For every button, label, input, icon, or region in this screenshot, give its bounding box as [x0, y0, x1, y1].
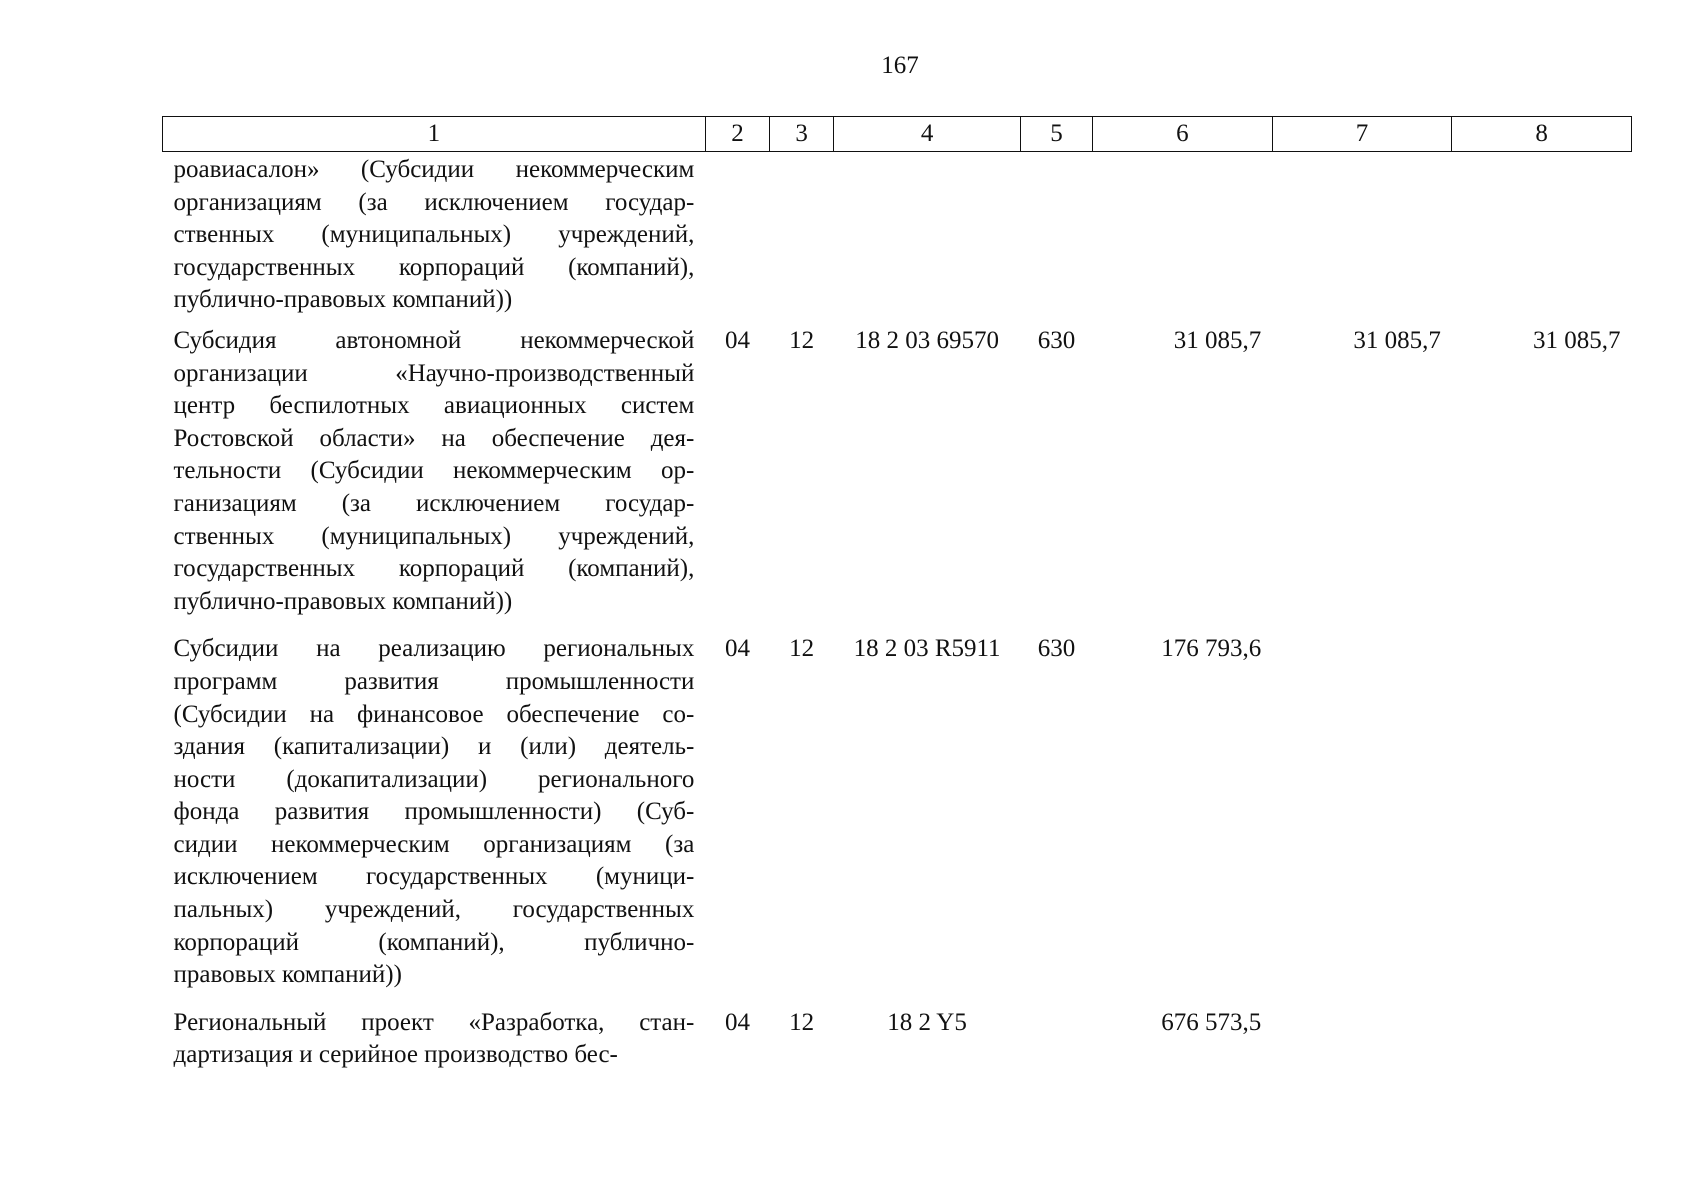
- section-code-cell: [705, 152, 769, 317]
- section-code-cell: 04: [724, 326, 750, 354]
- table-row: [163, 317, 1632, 625]
- amount-col8-cell: [1452, 625, 1632, 999]
- target-article-cell: 18 2 03 R5911: [853, 635, 1001, 663]
- row-name-line: ственных (муниципальных) учреждений,: [173, 221, 695, 249]
- section-code-cell: 04: [724, 1008, 750, 1036]
- row-name-line: центр беспилотных авиационных систем: [173, 392, 695, 420]
- amount-col7-cell: [1272, 152, 1452, 317]
- row-name-cell: [163, 317, 706, 625]
- row-name-line: государственных корпораций (компаний),: [173, 555, 695, 583]
- column-header-1: 1: [163, 117, 706, 152]
- row-name-line: сидии некоммерческим организациям (за: [173, 830, 695, 858]
- column-header-6: 6: [1093, 117, 1273, 152]
- row-name-line: дартизация и серийное производство бес-: [173, 1041, 618, 1069]
- expense-type-cell: 630: [1037, 326, 1076, 354]
- amount-col6-cell: 176 793,6: [1161, 635, 1262, 663]
- row-name-line: тельности (Субсидии некоммерческим ор-: [173, 457, 695, 485]
- row-name-line: программ развития промышленности: [173, 667, 695, 695]
- row-name-cell: [163, 999, 706, 1072]
- row-name-cell: [163, 625, 706, 999]
- row-name-line: организациям (за исключением государ-: [173, 188, 695, 216]
- target-article-cell: 18 2 03 69570: [855, 326, 999, 354]
- row-name-line: Субсидии на реализацию региональных: [173, 635, 695, 663]
- row-name-line: Субсидия автономной некоммерческой: [173, 326, 695, 354]
- expense-type-cell: [1020, 152, 1092, 317]
- amount-col7-cell: [1272, 625, 1452, 999]
- subsection-code-cell: 12: [789, 326, 815, 354]
- row-name-line: (Субсидии на финансовое обеспечение со-: [173, 700, 695, 728]
- row-name-line: публично-правовых компаний)): [173, 587, 513, 615]
- amount-col8-cell: 31 085,7: [1533, 326, 1621, 354]
- target-article-cell: [834, 152, 1021, 317]
- row-name-line: организации «Научно-производственный: [173, 359, 695, 387]
- row-name-line: публично-правовых компаний)): [173, 286, 513, 314]
- page-number: 167: [881, 52, 919, 79]
- row-name-line: пальных) учреждений, государственных: [173, 896, 695, 924]
- row-name-line: фонда развития промышленности) (Суб-: [173, 798, 695, 826]
- row-name-line: Ростовской области» на обеспечение дея-: [173, 424, 695, 452]
- table-header-row: [163, 117, 1632, 152]
- amount-col6-cell: [1093, 152, 1273, 317]
- row-name-line: государственных корпораций (компаний),: [173, 253, 695, 281]
- column-header-3: 3: [770, 117, 834, 152]
- row-name-line: роавиасалон» (Субсидии некоммерческим: [173, 156, 695, 183]
- row-name-line: правовых компаний)): [173, 961, 402, 989]
- column-header-7: 7: [1272, 117, 1452, 152]
- column-header-4: 4: [834, 117, 1021, 152]
- amount-col8-cell: [1452, 152, 1632, 317]
- row-name-line: ности (докапитализации) регионального: [173, 765, 695, 793]
- row-name-line: здания (капитализации) и (или) деятель-: [173, 733, 695, 761]
- subsection-code-cell: [770, 152, 834, 317]
- expense-type-cell: [1020, 999, 1092, 1072]
- amount-col8-cell: [1452, 999, 1632, 1072]
- amount-col6-cell: 676 573,5: [1161, 1008, 1262, 1036]
- expense-type-cell: 630: [1037, 635, 1076, 663]
- target-article-cell: 18 2 Y5: [887, 1008, 967, 1036]
- amount-col7-cell: [1272, 999, 1452, 1072]
- table-row: [163, 625, 1632, 999]
- section-code-cell: 04: [724, 635, 750, 663]
- row-name-line: корпораций (компаний), публично-: [173, 928, 695, 956]
- column-header-2: 2: [705, 117, 769, 152]
- table-row: [163, 999, 1632, 1072]
- amount-col7-cell: 31 085,7: [1353, 326, 1441, 354]
- row-name-line: Региональный проект «Разработка, стан-: [173, 1008, 695, 1036]
- subsection-code-cell: 12: [789, 1008, 815, 1036]
- column-header-8: 8: [1452, 117, 1632, 152]
- row-name-line: ственных (муниципальных) учреждений,: [173, 522, 695, 550]
- row-name-line: ганизациям (за исключением государ-: [173, 489, 695, 517]
- row-name-line: исключением государственных (муници-: [173, 863, 695, 891]
- column-header-5: 5: [1020, 117, 1092, 152]
- budget-table: [162, 116, 1632, 1072]
- table-row: [163, 152, 1632, 317]
- amount-col6-cell: 31 085,7: [1173, 326, 1262, 354]
- row-name-cell: [163, 152, 706, 317]
- subsection-code-cell: 12: [789, 635, 815, 663]
